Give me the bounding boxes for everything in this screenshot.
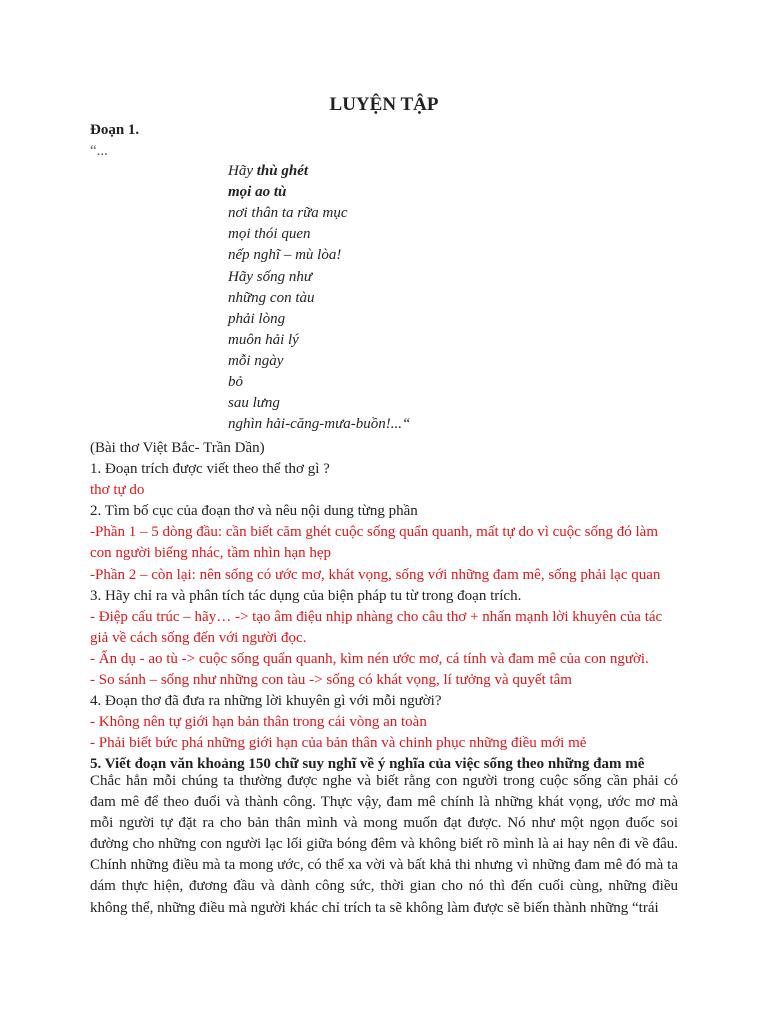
answer-line: -Phần 2 – còn lại: nên sống có ước mơ, khát vọng, sống với những đam mê, sống phải lạc quan [90, 566, 661, 583]
poem-text: nếp nghĩ – mù lòa! [228, 247, 342, 264]
poem-text: Hãy [228, 163, 257, 179]
poem-text: mọi ao tù [228, 184, 287, 201]
answer-line: - Không nên tự giới hạn bản thân trong cái vòng an toàn [90, 714, 427, 731]
poem-line [228, 393, 280, 413]
poem-text: Hãy sống như [228, 268, 313, 285]
answer-line: - Phải biết bức phá những giới hạn của bản thân và chinh phục những điều mới mẻ [90, 735, 587, 752]
poem-source: (Bài thơ Việt Bắc- Trần Dần) [90, 440, 265, 456]
poem-line [228, 224, 311, 244]
poem-text: muôn hải lý [228, 331, 299, 348]
poem-text: những con tàu [228, 289, 315, 306]
poem-line [228, 161, 308, 181]
poem-line [228, 309, 285, 329]
poem-line [228, 330, 299, 350]
essay-paragraph: Chắc hẳn mỗi chúng ta thường được nghe và biết rằng con người trong cuộc sống cần phải có đam mê để theo đuổi và thành công. Thực vậy, đam mê chính là những khát vọng, ước mơ mà mỗi người tự đặt ra cho bản thân mình và mong muốn đạt được. Nó như một ngọn đuốc soi đường cho những con người lạc lối giữa bóng đêm và không biết rõ mình là ai hay nên đi về đâu. Chính những điều mà ta mong ước, có thể xa vời và bất khả thi nhưng vì những đam mê đó mà ta dám thực hiện, đương đầu và dành công sức, thời gian cho nó thì đến cuối cùng, những điều không thể, những điều mà người khác chỉ trích ta sẽ không làm được sẽ biến thành những “trái [90, 773, 678, 916]
poem-line [228, 288, 315, 308]
page-title: LUYỆN TẬP [329, 94, 439, 115]
poem-text: thù ghét [256, 163, 309, 179]
quote-open: “... [90, 143, 108, 159]
section-heading: Đoạn 1. [90, 122, 140, 138]
answer-line: - Ẩn dụ - ao tù -> cuộc sống quẩn quanh, kìm nén ước mơ, cá tính và đam mê của con người. [90, 650, 649, 667]
answer-line: - So sánh – sống như những con tàu -> sống có khát vọng, lí tưởng và quyết tâm [90, 672, 572, 688]
poem-line [228, 351, 283, 371]
answer-line: thơ tự do [90, 482, 145, 499]
poem-line [228, 203, 348, 223]
poem-line [228, 182, 286, 202]
question-line: 4. Đoạn thơ đã đưa ra những lời khuyên gì với mỗi người? [90, 693, 442, 710]
question-line: 3. Hãy chỉ ra và phân tích tác dụng của biện pháp tu từ trong đoạn trích. [90, 587, 522, 604]
poem-text: mọi thói quen [228, 226, 311, 243]
task-heading: 5. Viết đoạn văn khoảng 150 chữ suy nghĩ về ý nghĩa của việc sống theo những đam mê [90, 756, 645, 773]
answer-line: giả về cách sống đến với người đọc. [90, 629, 307, 646]
poem-text: nơi thân ta rữa mục [228, 205, 348, 222]
poem-line [228, 372, 243, 392]
poem-text: phải lòng [228, 310, 286, 327]
question-line: 1. Đoạn trích được viết theo thể thơ gì ? [90, 461, 330, 477]
question-line: 2. Tìm bố cục của đoạn thơ và nêu nội dung từng phần [90, 503, 418, 520]
poem-text: nghìn hải-căng-mưa-buồn!...“ [228, 416, 411, 433]
answer-line: - Điệp cấu trúc – hãy… -> tạo âm điệu nhịp nhàng cho câu thơ + nhấn mạnh lời khuyên của tác [90, 608, 663, 625]
poem-text: bỏ [228, 374, 243, 390]
answer-line: -Phần 1 – 5 dòng đầu: cần biết căm ghét cuộc sống quẩn quanh, mất tự do vì cuộc sống đó làm [90, 524, 659, 541]
poem-line [228, 267, 312, 287]
poem-line [228, 245, 341, 265]
poem-text: sau lưng [228, 395, 280, 412]
poem-text: mỗi ngày [228, 352, 284, 369]
poem-line [228, 414, 410, 434]
answer-line: con người biếng nhác, tầm nhìn hạn hẹp [90, 545, 332, 562]
